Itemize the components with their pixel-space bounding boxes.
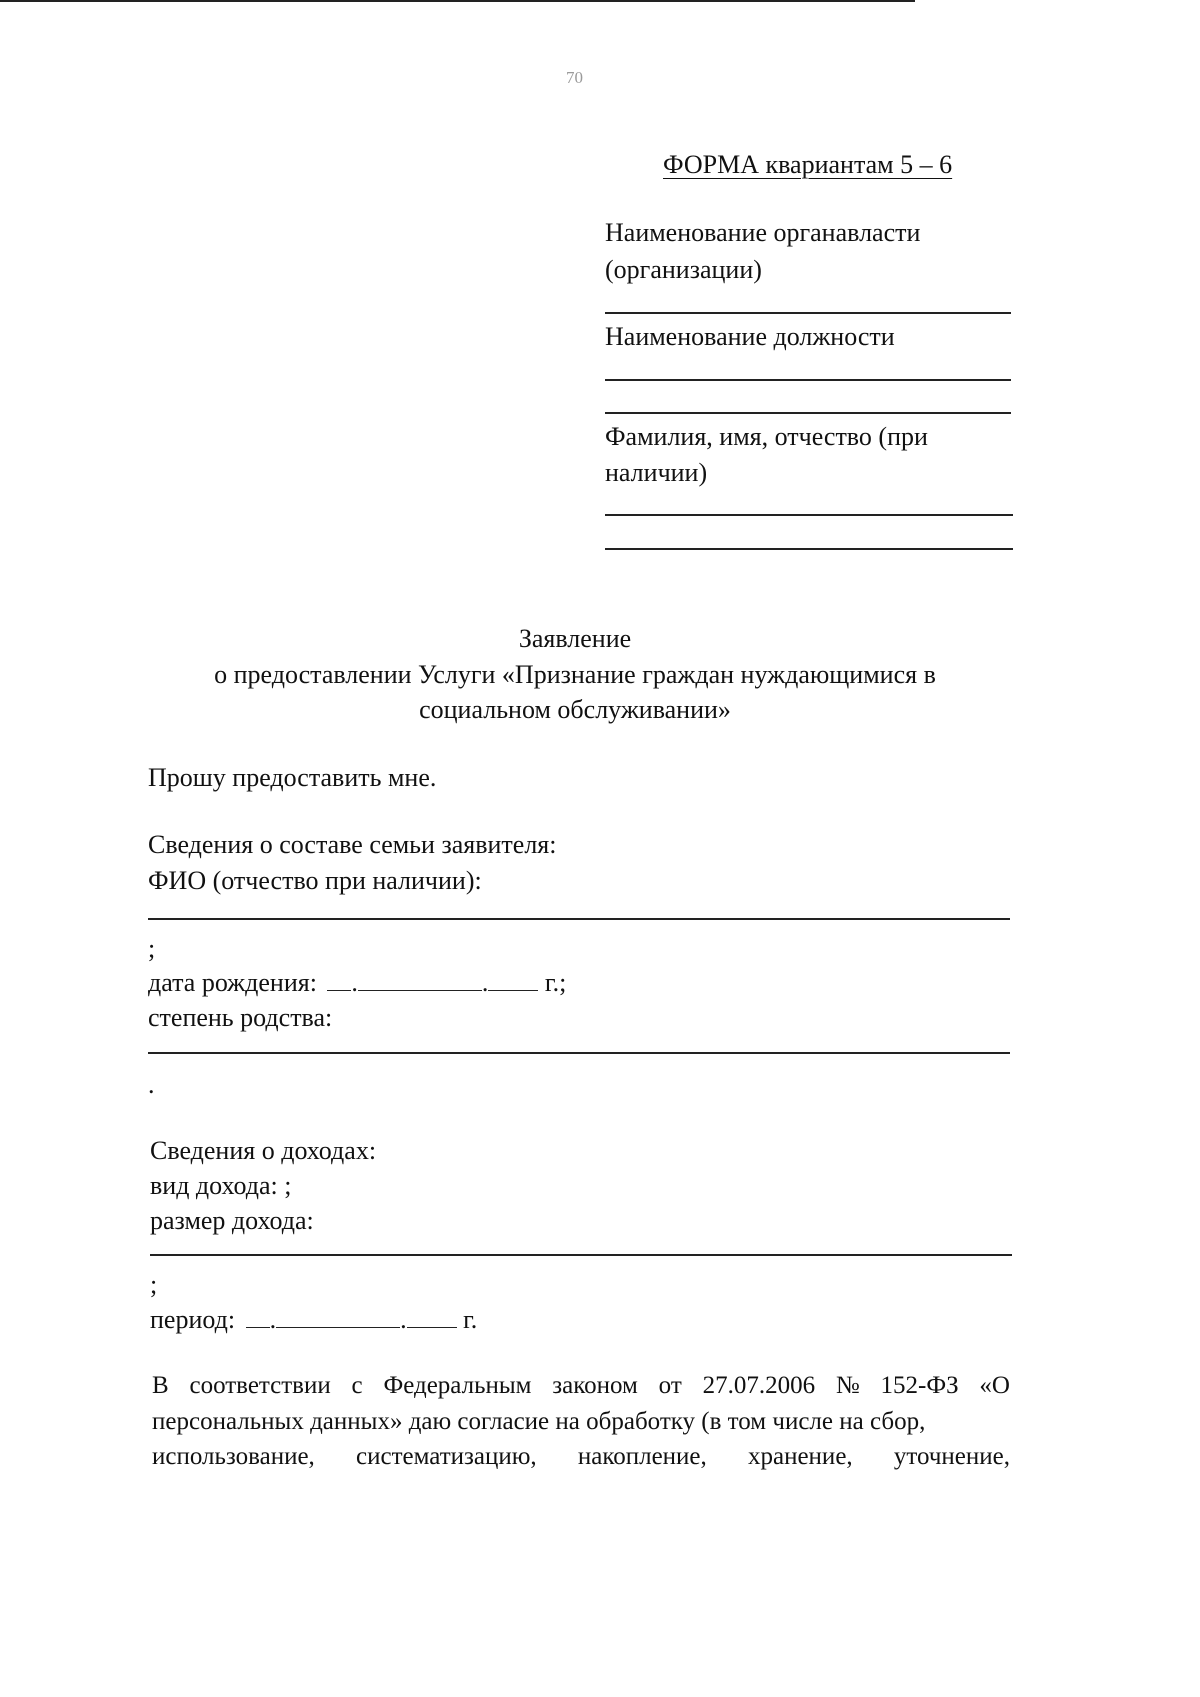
addressee-fio-label-1: Фамилия, имя, отчество (при: [605, 422, 928, 451]
consent-line-2: персональных данных» даю согласие на обработку (в том числе на сбор,: [152, 1408, 926, 1435]
consent-word: Федеральным: [383, 1372, 532, 1399]
birth-date-label: дата рождения:: [148, 968, 317, 997]
birth-date-suffix: г.;: [544, 968, 567, 997]
birth-date-row: [148, 964, 566, 1002]
consent-word: уточнение,: [893, 1443, 1010, 1470]
consent-line-1: [152, 1367, 1010, 1405]
family-fio-blank-line[interactable]: [148, 918, 1010, 920]
addressee-org-label-1: Наименование органавласти: [605, 218, 921, 247]
top-border-line: [0, 0, 915, 2]
consent-word: 152-ФЗ: [880, 1372, 959, 1399]
income-size-label: размер дохода:: [150, 1206, 314, 1235]
family-fio-label: ФИО (отчество при наличии):: [148, 866, 482, 895]
consent-word: «О: [979, 1372, 1010, 1399]
income-section-header: Сведения о доходах:: [150, 1136, 377, 1165]
birth-dot-1: .: [351, 968, 358, 997]
birth-year-field[interactable]: [488, 968, 538, 991]
birth-month-field[interactable]: [358, 968, 482, 991]
addressee-org-label-2: (организации): [605, 255, 762, 284]
birth-day-field[interactable]: [327, 968, 351, 991]
income-period-label: период:: [150, 1305, 236, 1334]
document-title: Заявление: [518, 624, 632, 653]
period-dot-2: .: [400, 1305, 407, 1334]
request-text: Прошу предоставить мне.: [148, 763, 437, 792]
consent-word: законом: [552, 1372, 638, 1399]
consent-word: №: [835, 1372, 860, 1399]
income-size-semicolon: ;: [150, 1270, 158, 1299]
addressee-fio-label-2: наличии): [605, 458, 708, 487]
income-type-label: вид дохода: ;: [150, 1171, 292, 1200]
addressee-position-label: Наименование должности: [605, 322, 895, 351]
family-section-header: Сведения о составе семьи заявителя:: [148, 830, 557, 859]
consent-word: 27.07.2006: [702, 1372, 816, 1399]
consent-word: хранение,: [747, 1443, 853, 1470]
consent-line-3: [152, 1438, 1010, 1476]
consent-word: с: [351, 1372, 363, 1399]
fio-blank-line-1[interactable]: [605, 514, 1013, 516]
document-subtitle-line-2: социальном обслуживании»: [419, 695, 731, 724]
income-size-blank-line[interactable]: [150, 1254, 1012, 1256]
form-title: ФОРМА квариантам 5 – 6: [663, 150, 953, 179]
consent-word: систематизацию,: [356, 1443, 537, 1470]
consent-word: В: [152, 1372, 169, 1399]
document-subtitle-line-1: о предоставлении Услуги «Признание граждан нуждающимися в: [214, 660, 936, 689]
fio-blank-line-2[interactable]: [605, 548, 1013, 550]
kinship-label: степень родства:: [148, 1003, 333, 1032]
consent-word: от: [658, 1372, 682, 1399]
period-month-field[interactable]: [276, 1305, 400, 1328]
income-period-row: [150, 1301, 477, 1339]
period-day-field[interactable]: [246, 1305, 270, 1328]
page-number: 70: [566, 68, 583, 87]
birth-dot-2: .: [481, 968, 489, 997]
period-year-field[interactable]: [407, 1305, 457, 1328]
consent-word: использование,: [152, 1443, 315, 1470]
family-fio-semicolon: ;: [148, 934, 156, 963]
position-blank-line-2[interactable]: [605, 412, 1011, 414]
kinship-period-mark: .: [148, 1070, 155, 1099]
consent-word: соответствии: [189, 1372, 331, 1399]
period-dot-1: .: [269, 1305, 277, 1334]
org-name-blank-line[interactable]: [605, 312, 1011, 314]
kinship-blank-line[interactable]: [148, 1052, 1010, 1054]
income-period-suffix: г.: [463, 1305, 478, 1334]
position-blank-line-1[interactable]: [605, 379, 1011, 381]
consent-word: накопление,: [577, 1443, 707, 1470]
